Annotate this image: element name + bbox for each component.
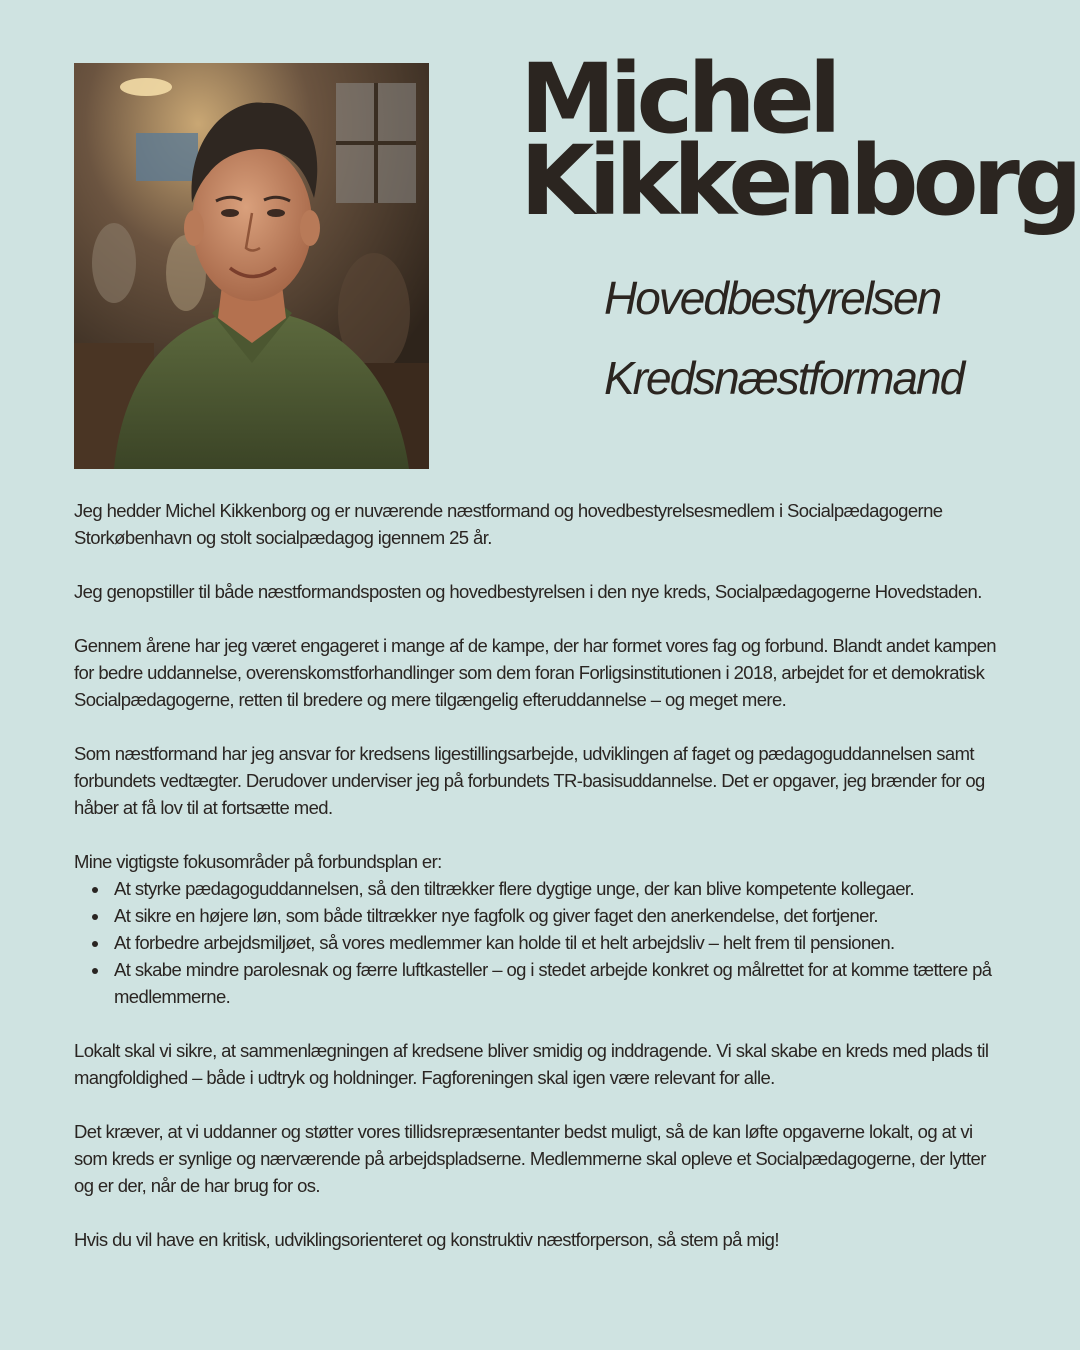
focus-intro: Mine vigtigste fokusområder på forbundsplan er: xyxy=(74,851,442,872)
role-board: Hovedbestyrelsen xyxy=(604,272,941,324)
focus-item-work-environment: • At forbedre arbejdsmiljøet, så vores medlemmer kan holde til et helt arbejdsliv – helt frem til pensionen. xyxy=(110,929,1009,956)
paragraph-intro: Jeg hedder Michel Kikkenborg og er nuværende næstformand og hovedbestyrelsesmedlem i Socialpædagogerne Storkøbenhavn og stolt socialpædagog igennem 25 år. xyxy=(74,500,943,548)
focus-list xyxy=(74,875,1009,1010)
paragraph-responsibilities: Som næstformand har jeg ansvar for kredsens ligestillingsarbejde, udviklingen af faget og pædagoguddannelsen samt forbundets vedtægter. Derudover underviser jeg på forbundets TR-basisuddannelse. Det er opgaver, jeg brænder for og håber at få lov til at fortsætte med. xyxy=(74,743,985,818)
person-name xyxy=(520,43,1077,237)
role-vice-chair: Kredsnæstformand xyxy=(604,352,964,404)
paragraph-candidacy: Jeg genopstiller til både næstformandsposten og hovedbestyrelsen i den nye kreds, Socialpædagogerne Hovedstaden. xyxy=(74,581,982,602)
paragraph-local: Lokalt skal vi sikre, at sammenlægningen af kredsene bliver smidig og inddragende. Vi skal skabe en kreds med plads til mangfoldighed – både i udtryk og holdninger. Fagforeningen skal igen være relevant for alle. xyxy=(74,1040,989,1088)
portrait-illustration xyxy=(74,63,429,469)
paragraph-call-to-vote: Hvis du vil have en kritisk, udviklingsorienteret og konstruktiv næstforperson, så stem på mig! xyxy=(74,1229,779,1250)
first-name: Michel xyxy=(520,43,836,155)
body-text xyxy=(74,497,1009,1280)
focus-item-education: • At styrke pædagoguddannelsen, så den tiltrækker flere dygtige unge, der kan blive kompetente kollegaer. xyxy=(110,875,1009,902)
paragraph-representatives: Det kræver, at vi uddanner og støtter vores tillidsrepræsentanter bedst muligt, så de kan løfte opgaverne lokalt, og at vi som kreds er synlige og nærværende på arbejdspladserne. Medlemmerne skal opleve et Socialpædagogerne, der lytter og er der, når de har brug for os. xyxy=(74,1121,986,1196)
focus-item-salary: • At sikre en højere løn, som både tiltrækker nye fagfolk og giver faget den anerkendelse, det fortjener. xyxy=(110,902,1009,929)
last-name: Kikkenborg xyxy=(520,125,1077,237)
portrait-photo xyxy=(74,63,429,469)
focus-item-member-closeness: • At skabe mindre parolesnak og færre luftkasteller – og i stedet arbejde konkret og målrettet for at komme tættere på medlemmerne. xyxy=(110,956,1009,1010)
paragraph-engagement: Gennem årene har jeg været engageret i mange af de kampe, der har formet vores fag og forbund. Blandt andet kampen for bedre uddannelse, overenskomstforhandlinger som dem foran Forligsinstitutionen i 2018, arbejdet for et demokratisk Socialpædagogerne, retten til bredere og mere tilgængelig efteruddannelse – og meget mere. xyxy=(74,635,996,710)
